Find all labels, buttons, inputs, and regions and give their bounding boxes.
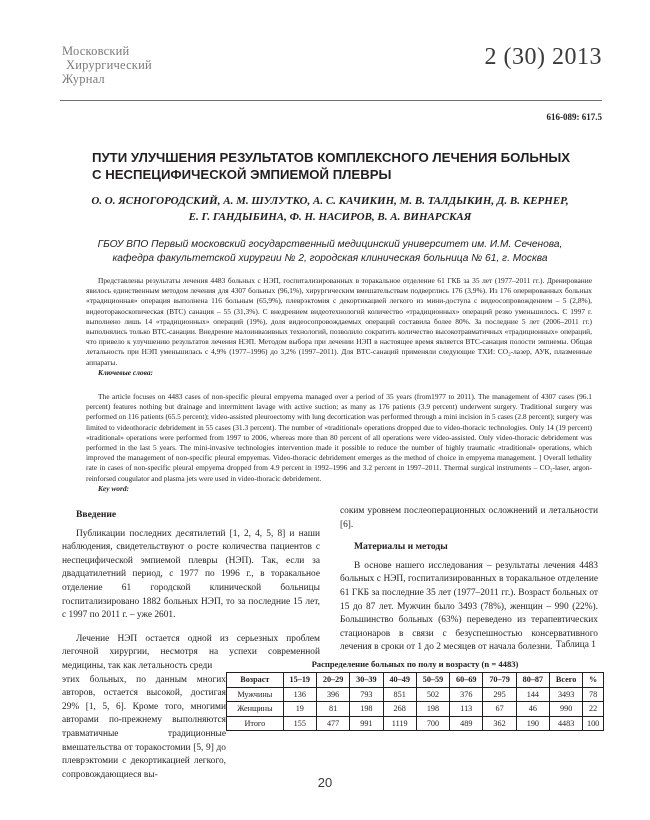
intro-paragraph-2b: этих больных, по данным многих авторов, остается высокой, достигая 29% [1, 5, 6]. Кроме того, многими авторами по-прежнему выполняются травматичные традиционные вмешательства от торакостомии [5, 9] до плеврэктомии с декортикацией легкого, сопровождающиеся вы- <box>62 674 226 780</box>
table-cell: 144 <box>516 687 549 702</box>
table-cell: 502 <box>416 687 449 702</box>
abstract-ru-text: Представлены результаты лечения 4483 больных с НЭП, госпитализированных в торакальное отделение 61 ГКБ за 35 лет (1977–2011 гг.). Дренирование явилось единственным методом лечения для 4307 больных (96,1%), хирургическим вмешательствам подверглись 176 (3,9%). Из 176 оперированных больных «традиционная» операция выполнена 116 больным (65,9%), плеврэктомия с декортикацией легкого из мини-доступа с видеосопровождением – 5 (2,8%), видеоторакоскопическая (ВТС) санация – 55 (31,3%). С внедрением видеотехнологий количество «традиционных» операций резко уменьшилось. С 1997 г. выполнено лишь 14 «традиционных» операций (19%), доля видеосопровождаемых операций составила более 80%. За последние 5 лет (2006–2011 гг.) выполнялись только ВТС-санации. Внедрение малоинвазивных технологий, позволило сократить количество высокотравматичных «традиционных» операций, что привело к улучшению результатов лечения НЭП. Методом выбора при лечении НЭП в настоящее время является ВТС-санация полости эмпиемы. Общая летальность при НЭП уменьшилась с 4,9% (1977–1996) до 3,2% (1997–2011). Для ВТС-санаций применяли следующие ТХИ: СО₂-лазер, АУК, плазменные аппараты. <box>86 276 592 367</box>
table-cell: 851 <box>383 687 416 702</box>
affiliation <box>70 238 590 266</box>
table-header-cell: % <box>583 673 604 688</box>
distribution-table <box>226 672 604 731</box>
page-number: 20 <box>317 775 333 790</box>
logo-line-journal: Журнал <box>62 72 105 86</box>
table-title: Распределение больных по полу и возрасту (n = 4483) <box>311 659 519 669</box>
table-cell: Женщины <box>227 702 284 717</box>
left-column <box>62 508 320 782</box>
table-cell: 362 <box>483 716 516 731</box>
table-cell: 1119 <box>383 716 416 731</box>
keywords-en: Key word: <box>98 483 129 493</box>
table-header-cell: 70–79 <box>483 673 516 688</box>
table-cell: 113 <box>450 702 483 717</box>
table-cell: 198 <box>350 702 383 717</box>
table-cell: 990 <box>550 702 583 717</box>
table-cell: 793 <box>350 687 383 702</box>
authors-line-1: О. О. ЯСНОГОРОДСКИЙ, А. М. ШУЛУТКО, А. С. КАЧИКИН, М. В. ТАЛДЫКИН, Д. В. КЕРНЕР, <box>91 195 569 207</box>
keywords-ru: Ключевые слова: <box>98 367 153 377</box>
table-header-cell: 40–49 <box>383 673 416 688</box>
table-cell: 4483 <box>550 716 583 731</box>
table-cell: 136 <box>283 687 316 702</box>
udc-code: 616-089: 617.5 <box>546 112 602 122</box>
abstract-en-text: The article focuses on 4483 cases of non-specific pleural empyema managed over a period of 35 years (from1977 to 2011). The management of 4307 cases (96.1 percent) features nothing but drainage and intermittent lavage with active suction; as many as 176 patients (3.9 percent) underwent surgery. Traditional surgery was performed on 116 patients (65.5 percent); video-assisted pleuroectomy with lung decortication was performed through a mini incision in 5 cases (2.8 percent); surgery was limited to videothoracic debridement in 55 cases (31.3 percent). The number of «traditional» operations dropped due to video-thoracic technologies. Only 14 (19 percent) «traditional» operations were performed from 1997 to 2006, whereas more than 80 percent of all operations were video-assisted. Only video-thoracic debridement was performed in the last 5 years. The mini-invasive technologies intervention made it possible to reduce the number of highly traumatic «traditional» operations, which improved the management of non-specific pleural empyemas. Video-thoracic debridement emerges as the method of choice in empyema management. ] Overall lethality rate in cases of non-specific pleural empyema dropped from 4.9 percent in 1992–1996 and 3.2 percent in 1997–2011. Thermal surgical instruments – CO₂-laser, argon-reinforsed cougulator and plasma jets were used in video-thoracic debridement. <box>86 392 592 483</box>
table-cell: 46 <box>516 702 549 717</box>
article-title: ПУТИ УЛУЧШЕНИЯ РЕЗУЛЬТАТОВ КОМПЛЕКСНОГО ЛЕЧЕНИЯ БОЛЬНЫХ С НЕСПЕЦИФИЧЕСКОЙ ЭМПИЕМОЙ ПЛЕВРЫ <box>92 150 571 182</box>
journal-logo <box>62 44 192 86</box>
table-header-row <box>227 673 604 688</box>
table-cell: 19 <box>283 702 316 717</box>
methods-heading: Материалы и методы <box>354 541 448 553</box>
table-cell: 100 <box>583 716 604 731</box>
table-header-cell: 15–19 <box>283 673 316 688</box>
affiliation-line-1: ГБОУ ВПО Первый московский государственный медицинский университет им. И.М. Сеченова, <box>97 239 563 250</box>
table-cell: 268 <box>383 702 416 717</box>
table-cell: 155 <box>283 716 316 731</box>
issue-number: 2 (30) 2013 <box>484 44 602 70</box>
table-cell: 376 <box>450 687 483 702</box>
table-header-cell: 30–39 <box>350 673 383 688</box>
logo-line-surgical: Хирургический <box>66 58 152 72</box>
table-cell: 22 <box>583 702 604 717</box>
intro-paragraph-2a: Лечение НЭП остается одной из серьезных проблем легочной хирургии, несмотря на успехи современной медицины, так как летальность среди <box>62 633 320 671</box>
table-cell: 295 <box>483 687 516 702</box>
abstract-russian <box>86 276 592 378</box>
table-cell: 489 <box>450 716 483 731</box>
table-header-cell: Возраст <box>227 673 284 688</box>
table-label: Таблица 1 <box>555 640 596 650</box>
table-cell: 700 <box>416 716 449 731</box>
logo-line-moscow: Московский <box>62 44 130 58</box>
table-header-cell: 50–59 <box>416 673 449 688</box>
table-cell: 67 <box>483 702 516 717</box>
authors <box>70 193 590 225</box>
intro-heading: Введение <box>76 509 117 520</box>
table-cell: Мужчины <box>227 687 284 702</box>
header-divider <box>60 100 602 101</box>
table-cell: 198 <box>416 702 449 717</box>
table-cell: 991 <box>350 716 383 731</box>
table-cell: 81 <box>316 702 349 717</box>
table-header-cell: Всего <box>550 673 583 688</box>
table-header-cell: 20–29 <box>316 673 349 688</box>
table-row-women <box>227 702 604 717</box>
right-column <box>340 505 598 655</box>
table-cell: Итого <box>227 716 284 731</box>
table-cell: 78 <box>583 687 604 702</box>
table-cell: 396 <box>316 687 349 702</box>
table-cell: 190 <box>516 716 549 731</box>
intro-paragraph-1: Публикации последних десятилетий [1, 2, 4, 5, 8] и наши наблюдения, свидетельствуют о росте количества пациентов с неспецифической эмпиемой плевры (НЭП). Так, если за двадцатилетний период, с 1977 по 1996 г., в торакальное отделение 61 городской клинической больницы госпитализировано 1882 больных НЭП, то за последние 15 лет, с 1997 по 2011 г. – уже 2601. <box>62 528 320 621</box>
table-header-cell: 60–69 <box>450 673 483 688</box>
authors-line-2: Е. Г. ГАНДЫБИНА, Ф. Н. НАСИРОВ, В. А. ВИНАРСКАЯ <box>188 211 472 223</box>
abstract-english <box>86 392 592 494</box>
right-paragraph-0: соким уровнем послеоперационных осложнений и летальности [6]. <box>340 506 598 530</box>
table-header-cell: 80–87 <box>516 673 549 688</box>
affiliation-line-2: кафедра факультетской хирургии № 2, городская клиническая больница № 61, г. Москва <box>112 253 548 264</box>
methods-paragraph-1: В основе нашего исследования – результаты лечения 4483 больных с НЭП, госпитализированных в торакальное отделение 61 ГКБ за последние 35 лет (1977–2011 гг.). Возраст больных от 15 до 87 лет. Мужчин было 3493 (78%), женщин – 990 (22%). Большинство больных (63%) переведено из терапевтических стационаров в связи с безуспешностью консервативного лечения в сроки от 1 до 2 месяцев от начала болезни. <box>340 560 598 653</box>
table-row-men <box>227 687 604 702</box>
table-cell: 477 <box>316 716 349 731</box>
table-row-total <box>227 716 604 731</box>
table-cell: 3493 <box>550 687 583 702</box>
